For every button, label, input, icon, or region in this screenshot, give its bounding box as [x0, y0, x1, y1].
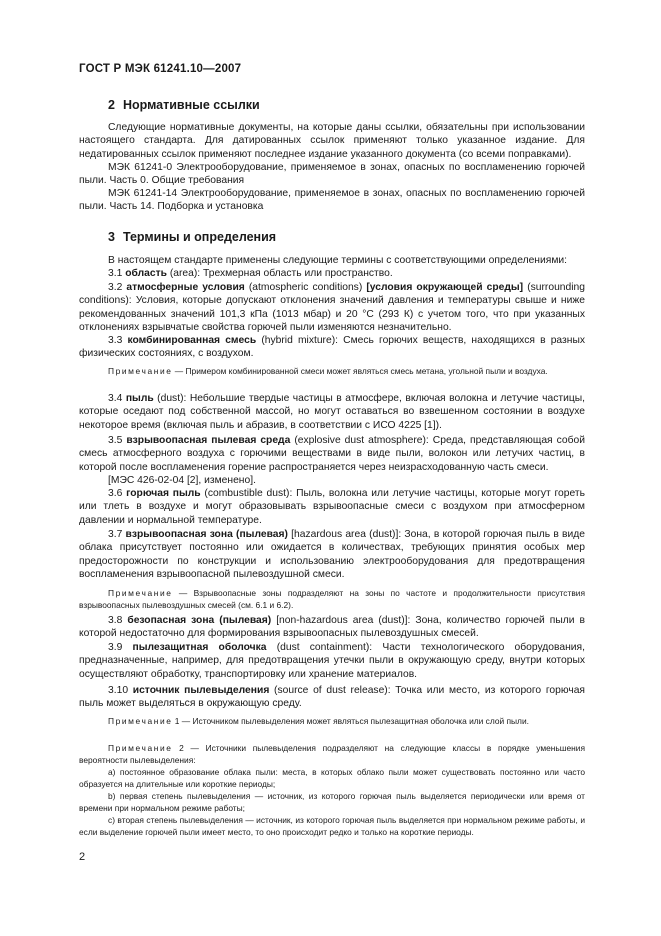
- term-source: [МЭС 426-02-04 [2], изменено].: [108, 475, 256, 486]
- section-title: Термины и определения: [122, 230, 277, 244]
- term-definition: [79, 267, 585, 280]
- term-text: (area): Трехмерная область или пространство.: [166, 268, 393, 279]
- term-number: 3.9: [108, 642, 123, 653]
- term-text: [hazardous area (dust)]: Зона, в которой горючая пыль в виде облака присутствует постоянно или ожидается в количествах, требующих принятия особых мер предосторожности по конструкции и использованию электрооборудования для предотвращения воспламенения взрывоопасной пылевоздушной смеси.: [79, 529, 585, 580]
- reference-item: МЭК 61241-14 Электрооборудование, применяемое в зонах, опасных по воспламенению горючей пыли. Часть 14. Подборка и установка: [79, 188, 585, 213]
- section-3-heading: [108, 230, 276, 244]
- term-name: комбинированная смесь: [127, 335, 257, 346]
- term-number: 3.5: [108, 435, 123, 446]
- term-text: (source of dust release): Точка или место, из которого горючая пыль может выделяться в окружающую среду.: [79, 685, 585, 710]
- note: [79, 588, 585, 611]
- section-title: Нормативные ссылки: [122, 98, 260, 112]
- list-item: с) вторая степень пылевыделения — источник, из которого горючая пыль выделяется при нормальном режиме работы, и если выделение горючей пыли имеет место, то оно происходит редко и только на короткие периоды.: [79, 815, 585, 837]
- section-number: 2: [108, 98, 115, 112]
- term-number: 3.4: [108, 393, 123, 404]
- term-number: 3.6: [108, 488, 123, 499]
- term-name: взрывоопасная пылевая среда: [126, 435, 291, 446]
- term-text: (dust containment): Части технологического оборудования, предназначенные, например, для предотвращения утечки пыли в окружающую среду, внутри которых осуществляют обработку, транспортировку или хранение материалов.: [79, 642, 585, 680]
- document-header: ГОСТ Р МЭК 61241.10—2007: [79, 63, 242, 75]
- term-number: 3.7: [108, 529, 123, 540]
- term-number: 3.10: [108, 685, 129, 696]
- term-definition: [79, 614, 585, 641]
- term-number: 3.1: [108, 268, 123, 279]
- section-3-intro: В настоящем стандарте применены следующие термины с соответствующими определениями:: [108, 255, 568, 266]
- term-text: (explosive dust atmosphere): Среда, представляющая собой смесь атмосферного воздуха с горючими веществами в виде пыли, волокон или летучих частиц, в которой после воспламенения горение распространяется через неизрасходованную часть смеси.: [79, 435, 585, 473]
- term-text: (surrounding conditions): Условия, которые допускают отклонения значений давления и температуры свыше и ниже рекомендованных значений 101,3 кПа (1013 мбар) и 20 °С (293 К) с учетом того, что при указанных отклонениях взрывчатые свойства горючей пыли изменяются незначительно.: [79, 282, 586, 333]
- note-text: 2 — Источники пылевыделения подразделяют на следующие классы в порядке уменьшения вероятности пылевыделения:: [79, 743, 585, 765]
- term-name: пыль: [125, 393, 154, 404]
- section-number: 3: [108, 230, 115, 244]
- term-definition: [79, 528, 585, 581]
- term-text: (atmospheric conditions): [244, 282, 367, 293]
- term-text: [non-hazardous area (dust)]: Зона, количество горючей пыли в которой недостаточно для формирования взрывоопасных пылевоздушных смесей.: [79, 615, 585, 640]
- note-label: Примечание: [108, 366, 173, 376]
- term-definition: [79, 641, 585, 681]
- term-name: безопасная зона (пылевая): [127, 615, 272, 626]
- term-definition: [79, 334, 585, 361]
- term-definition: [79, 434, 585, 474]
- note-label: Примечание: [108, 588, 173, 598]
- term-name: горючая пыль: [126, 488, 201, 499]
- list-item: b) первая степень пылевыделения — источник, из которого горючая пыль выделяется периодически или время от времени при нормальном режиме работы;: [79, 791, 585, 813]
- page-number: 2: [79, 851, 86, 863]
- section-2-intro: Следующие нормативные документы, на которые даны ссылки, обязательны при использовании настоящего стандарта. Для датированных ссылок применяют только указанное издание. Для недатированных ссылок применяют последнее издание указанного документа (со всеми поправками).: [79, 122, 585, 160]
- term-name: источник пылевыделения: [132, 685, 270, 696]
- note-text: 1 — Источником пылевыделения может являться пылезащитная оболочка или слой пыли.: [172, 716, 529, 726]
- term-name-alt: [условия окружающей среды]: [366, 282, 524, 293]
- term-name: пылезащитная оболочка: [132, 642, 267, 653]
- term-number: 3.8: [108, 615, 123, 626]
- section-2-heading: [108, 98, 260, 112]
- term-definition: [79, 392, 585, 432]
- list-item: а) постоянное образование облака пыли: места, в которых облако пыли может существовать постоянно или часто образуется на длительные или короткие периоды;: [79, 767, 585, 789]
- note-text: — Взрывоопасные зоны подразделяют на зоны по частоте и продолжительности присутствия взрывоопасных пылевоздушных смесей (см. 6.1 и 6.2).: [79, 588, 585, 610]
- note: [79, 743, 585, 766]
- term-definition: [79, 487, 585, 527]
- term-name: область: [125, 268, 167, 279]
- term-number: 3.2: [108, 282, 123, 293]
- note-label: Примечание: [108, 716, 173, 726]
- term-text: (combustible dust): Пыль, волокна или летучие частицы, которые могут гореть или тлеть в воздухе и могут образовывать взрывоопасные смеси с воздухом при атмосферном давлении и нормальной температуре.: [79, 488, 585, 526]
- note: [79, 716, 585, 728]
- term-text: (dust): Небольшие твердые частицы в атмосфере, включая волокна и летучие частицы, которые оседают под собственной массой, но могут оставаться во взвешенном состоянии в воздухе некоторое время (включая пыль и абразив, в соответствии с ИСО 4225 [1]).: [79, 393, 585, 431]
- term-name: атмосферные условия: [126, 282, 245, 293]
- term-definition: [79, 684, 585, 711]
- note-text: — Примером комбинированной смеси может являться смесь метана, угольной пыли и воздуха.: [172, 366, 548, 376]
- term-definition: [79, 281, 585, 334]
- term-number: 3.3: [108, 335, 123, 346]
- note-label: Примечание: [108, 743, 173, 753]
- term-text: (hybrid mixture): Смесь горючих веществ, находящихся в разных физических состояниях, с воздухом.: [79, 335, 585, 360]
- note: [79, 366, 585, 378]
- reference-item: МЭК 61241-0 Электрооборудование, применяемое в зонах, опасных по воспламенению горючей пыли. Часть 0. Общие требования: [79, 162, 585, 187]
- term-name: взрывоопасная зона (пылевая): [125, 529, 288, 540]
